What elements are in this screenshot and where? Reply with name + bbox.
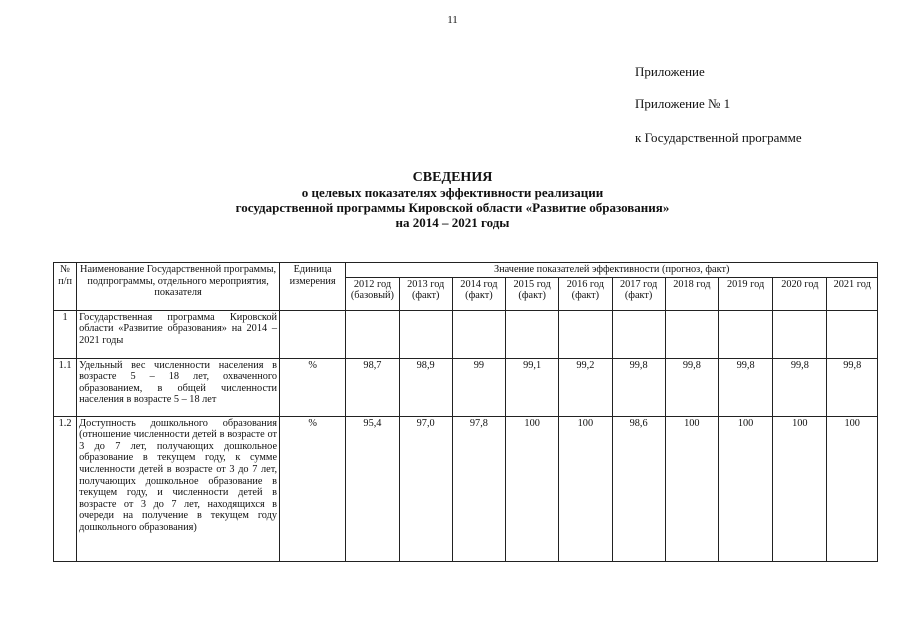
row-value: 99,8 [665,358,718,416]
row-value [718,310,772,358]
table-row [54,358,878,416]
header-year: 2014 год (факт) [452,277,505,310]
row-value: 99,8 [718,358,772,416]
row-value: 100 [559,416,612,561]
row-name: Государственная программа Кировской области «Развитие образования» на 2014 – 2021 годы [77,310,280,358]
row-value [506,310,559,358]
row-unit: % [280,358,346,416]
title-line-3: государственной программы Кировской области «Развитие образования» [235,200,670,215]
row-value [665,310,718,358]
row-unit [280,310,346,358]
header-year: 2018 год [665,277,718,310]
row-value: 100 [827,416,878,561]
row-value: 99,2 [559,358,612,416]
header-name: Наименование Государственной программы, подпрограммы, отдельного мероприятия, показателя [77,263,280,311]
row-value [827,310,878,358]
header-year: 2019 год [718,277,772,310]
row-value [346,310,399,358]
header-year: 2021 год [827,277,878,310]
row-value [612,310,665,358]
row-value: 99,8 [827,358,878,416]
row-value: 97,0 [399,416,452,561]
table-row [54,310,878,358]
title-line-2: о целевых показателях эффективности реализации [301,185,604,200]
row-name: Удельный вес численности населения в возрасте 5 – 18 лет, охваченного образованием, в общей численности населения в возрасте 5 – 18 лет [77,358,280,416]
row-unit: % [280,416,346,561]
row-number: 1.1 [54,358,77,416]
row-value: 98,7 [346,358,399,416]
header-year: 2013 год (факт) [399,277,452,310]
row-value: 100 [665,416,718,561]
row-value: 97,8 [452,416,505,561]
header-unit: Единица измерения [280,263,346,311]
row-name: Доступность дошкольного образования (отношение численности детей в возрасте от 3 до 7 лет, получающих дошкольное образование в текущем году, к сумме численности детей в возрасте от 3 до 7 лет, получающих дошкольное образование в текущем году, и численности детей в возрасте от 3 до 7 лет, находящихся в очереди на получение в текущем году дошкольного образования) [77,416,280,561]
header-year: 2017 год (факт) [612,277,665,310]
row-number: 1 [54,310,77,358]
row-value [773,310,827,358]
row-value: 100 [773,416,827,561]
row-value [452,310,505,358]
header-values-group: Значение показателей эффективности (прогноз, факт) [346,263,878,278]
row-value: 99 [452,358,505,416]
title-line-4: на 2014 – 2021 годы [395,215,510,230]
header-num: № п/п [54,263,77,311]
annex-label: Приложение [635,64,705,79]
row-value: 99,8 [612,358,665,416]
header-year: 2016 год (факт) [559,277,612,310]
header-year: 2012 год (базовый) [346,277,399,310]
row-value: 100 [506,416,559,561]
annex-number: Приложение № 1 [635,96,731,111]
row-value: 95,4 [346,416,399,561]
row-value: 100 [718,416,772,561]
indicators-table [53,262,878,562]
row-value [559,310,612,358]
title-main: СВЕДЕНИЯ [412,170,493,185]
annex-program-ref: к Государственной программе [635,130,802,145]
header-year: 2020 год [773,277,827,310]
row-value: 99,8 [773,358,827,416]
row-value: 98,6 [612,416,665,561]
row-value: 99,1 [506,358,559,416]
row-value: 98,9 [399,358,452,416]
header-row-1 [54,263,878,278]
page-number: 11 [447,14,458,26]
row-number: 1.2 [54,416,77,561]
document-title [0,170,905,230]
header-year: 2015 год (факт) [506,277,559,310]
row-value [399,310,452,358]
table-row [54,416,878,561]
